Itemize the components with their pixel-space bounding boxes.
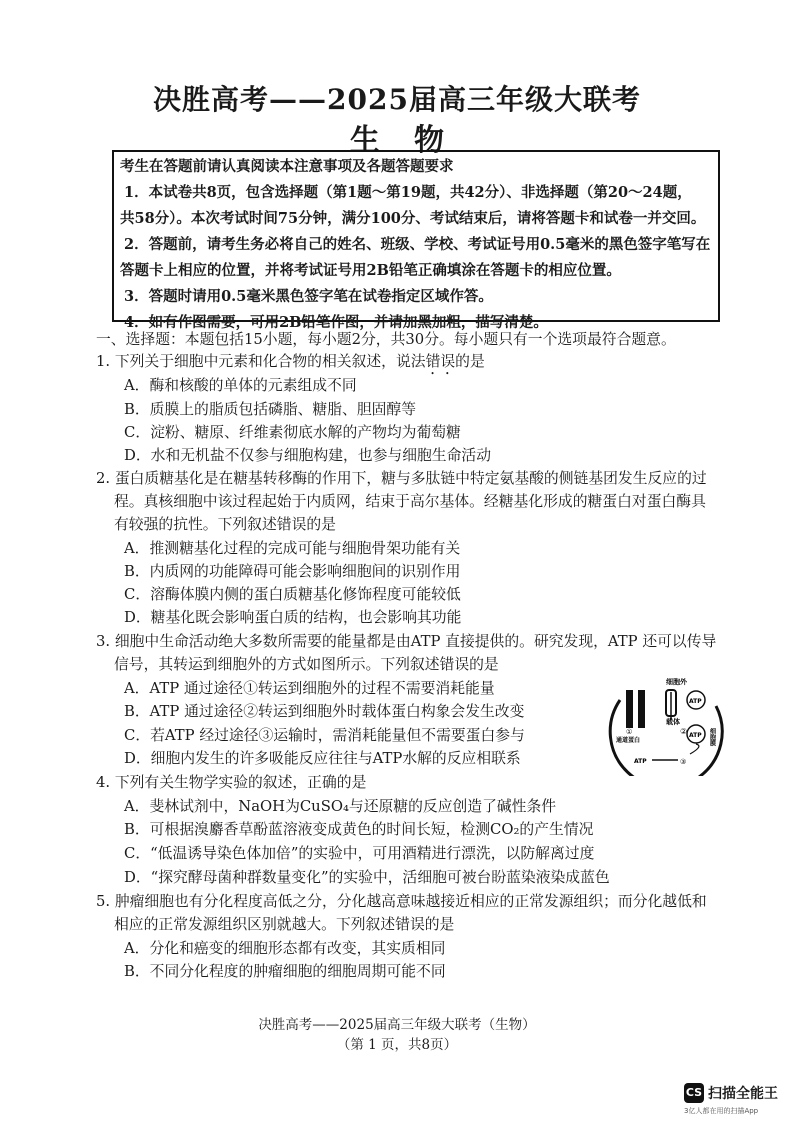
page-number: （第 1 页，共8页） (336, 1037, 458, 1053)
question-1-stem: 1. 下列关于细胞中元素和化合物的相关叙述，说法错误的是 (96, 353, 485, 370)
notice-line: 共58分）。本次考试时间75分钟，满分100分、考试结束后，请将答题卡和试卷一并交回。 (120, 210, 706, 227)
question-2-stem: 2. 蛋白质糖基化是在糖基转移酶的作用下，糖与多肽链中特定氨基酸的侧链基团发生反应的过 (96, 470, 707, 487)
label-path-2: ② (680, 727, 688, 736)
question-4-option-b: B．可根据溴麝香草酚蓝溶液变成黄色的时间长短，检测CO₂的产生情况 (124, 821, 594, 838)
label-atp-vesicle: ATP (689, 732, 702, 739)
label-channel: 通道蛋白 (616, 737, 641, 744)
label-atp-in: ATP (634, 758, 647, 765)
question-3-option-b: B．ATP 通过途径②转运到细胞外时载体蛋白构象会发生改变 (124, 703, 525, 720)
question-2-option-b: B．内质网的功能障碍可能会影响细胞间的识别作用 (124, 563, 461, 580)
question-1-option-d: D．水和无机盐不仅参与细胞构建，也参与细胞生命活动 (124, 447, 491, 464)
question-2-option-d: D．糖基化既会影响蛋白质的结构，也会影响其功能 (124, 609, 462, 626)
question-2-option-c: C．溶酶体膜内侧的蛋白质糖基化修饰程度可能较低 (124, 586, 461, 603)
question-3-option-a: A．ATP 通过途径①转运到细胞外的过程不需要消耗能量 (124, 680, 495, 697)
footer-title: 决胜高考——2025届高三年级大联考（生物） (258, 1017, 536, 1033)
channel-protein-right (638, 690, 645, 728)
notice-line: 1．本试卷共8页，包含选择题（第1题～第19题，共42分）、非选择题（第20～24题， (124, 184, 692, 201)
question-1-option-c: C．淀粉、糖原、纤维素彻底水解的产物均为葡萄糖 (124, 424, 461, 441)
question-3-stem: 3. 细胞中生命活动绝大多数所需要的能量都是由ATP 直接提供的。研究发现，ATP 还可以传导 (96, 633, 717, 650)
exam-title: 决胜高考——2025届高三年级大联考 (153, 83, 641, 116)
notice-line: 3．答题时请用0.5毫米黑色签字笔在试卷指定区域作答。 (124, 288, 493, 305)
question-4-option-c: C．“低温诱导染色体加倍”的实验中，可用酒精进行漂洗，以防解离过度 (124, 845, 595, 862)
question-2-stem: 有较强的抗性。下列叙述错误的是 (114, 516, 336, 533)
notice-line: 答题卡上相应的位置，并将考试证号用2B铅笔正确填涂在答题卡的相应位置。 (120, 262, 621, 279)
section-heading: 一、选择题：本题包括15小题，每小题2分，共30分。每小题只有一个选项最符合题意。 (96, 331, 676, 348)
notice-box (112, 150, 720, 331)
question-2-stem: 程。真核细胞中该过程起始于内质网，结束于高尔基体。经糖基化形成的糖蛋白对蛋白酶具 (114, 493, 706, 510)
question-5-option-a: A．分化和癌变的细胞形态都有改变，其实质相同 (124, 940, 446, 957)
subject-title: 生物 (350, 123, 478, 158)
label-path-1: ① (626, 728, 633, 736)
atp-transport-diagram (604, 676, 724, 776)
label-path-3: ③ (680, 758, 687, 766)
notice-line: 4．如有作图需要，可用2B铅笔作图，并请加黑加粗，描写清楚。 (124, 314, 548, 331)
label-carrier: 载体 (666, 718, 680, 726)
question-5-stem: 5. 肿瘤细胞也有分化程度高低之分，分化越高意味越接近相应的正常发源组织；而分化越低和 (96, 893, 707, 910)
question-5-stem: 相应的正常发源组织区别就越大。下列叙述错误的是 (114, 916, 455, 933)
scanner-tagline: 3亿人都在用的扫描App (684, 1107, 759, 1115)
question-3-option-d: D．细胞内发生的许多吸能反应往往与ATP水解的反应相联系 (124, 750, 521, 767)
question-3-stem: 信号，其转运到细胞外的方式如图所示。下列叙述错误的是 (114, 656, 499, 673)
label-atp-out: ATP (689, 698, 702, 705)
label-outside: 细胞外 (666, 678, 687, 686)
notice-line: 2．答题前，请考生务必将自己的姓名、班级、学校、考试证号用0.5毫米的黑色签字笔写在 (124, 236, 711, 253)
question-5-option-b: B．不同分化程度的肿瘤细胞的细胞周期可能不同 (124, 963, 446, 980)
question-1-option-a: A．酶和核酸的单体的元素组成不同 (124, 377, 357, 394)
notice-heading: 考生在答题前请认真阅读本注意事项及各题答题要求 (120, 158, 454, 175)
question-4-option-a: A．斐林试剂中，NaOH为CuSO₄与还原糖的反应创造了碱性条件 (124, 798, 557, 815)
pathway-three-arrow (690, 744, 699, 754)
emphasis-text: 错误 (425, 353, 456, 370)
question-4-stem: 4. 下列有关生物学实验的叙述，正确的是 (96, 774, 367, 791)
channel-protein-left (626, 690, 633, 728)
question-3-option-c: C．若ATP 经过途径③运输时，需消耗能量但不需要蛋白参与 (124, 727, 525, 744)
scanner-logo-icon: CS (684, 1083, 704, 1103)
scanner-name: 扫描全能王 (708, 1086, 778, 1102)
label-membrane: 细胞膜 (708, 728, 716, 746)
question-2-option-a: A．推测糖基化过程的完成可能与细胞骨架功能有关 (124, 540, 461, 557)
question-1-option-b: B．质膜上的脂质包括磷脂、糖脂、胆固醇等 (124, 401, 417, 418)
question-4-option-d: D．“探究酵母菌种群数量变化”的实验中，活细胞可被台盼蓝染液染成蓝色 (124, 869, 610, 886)
